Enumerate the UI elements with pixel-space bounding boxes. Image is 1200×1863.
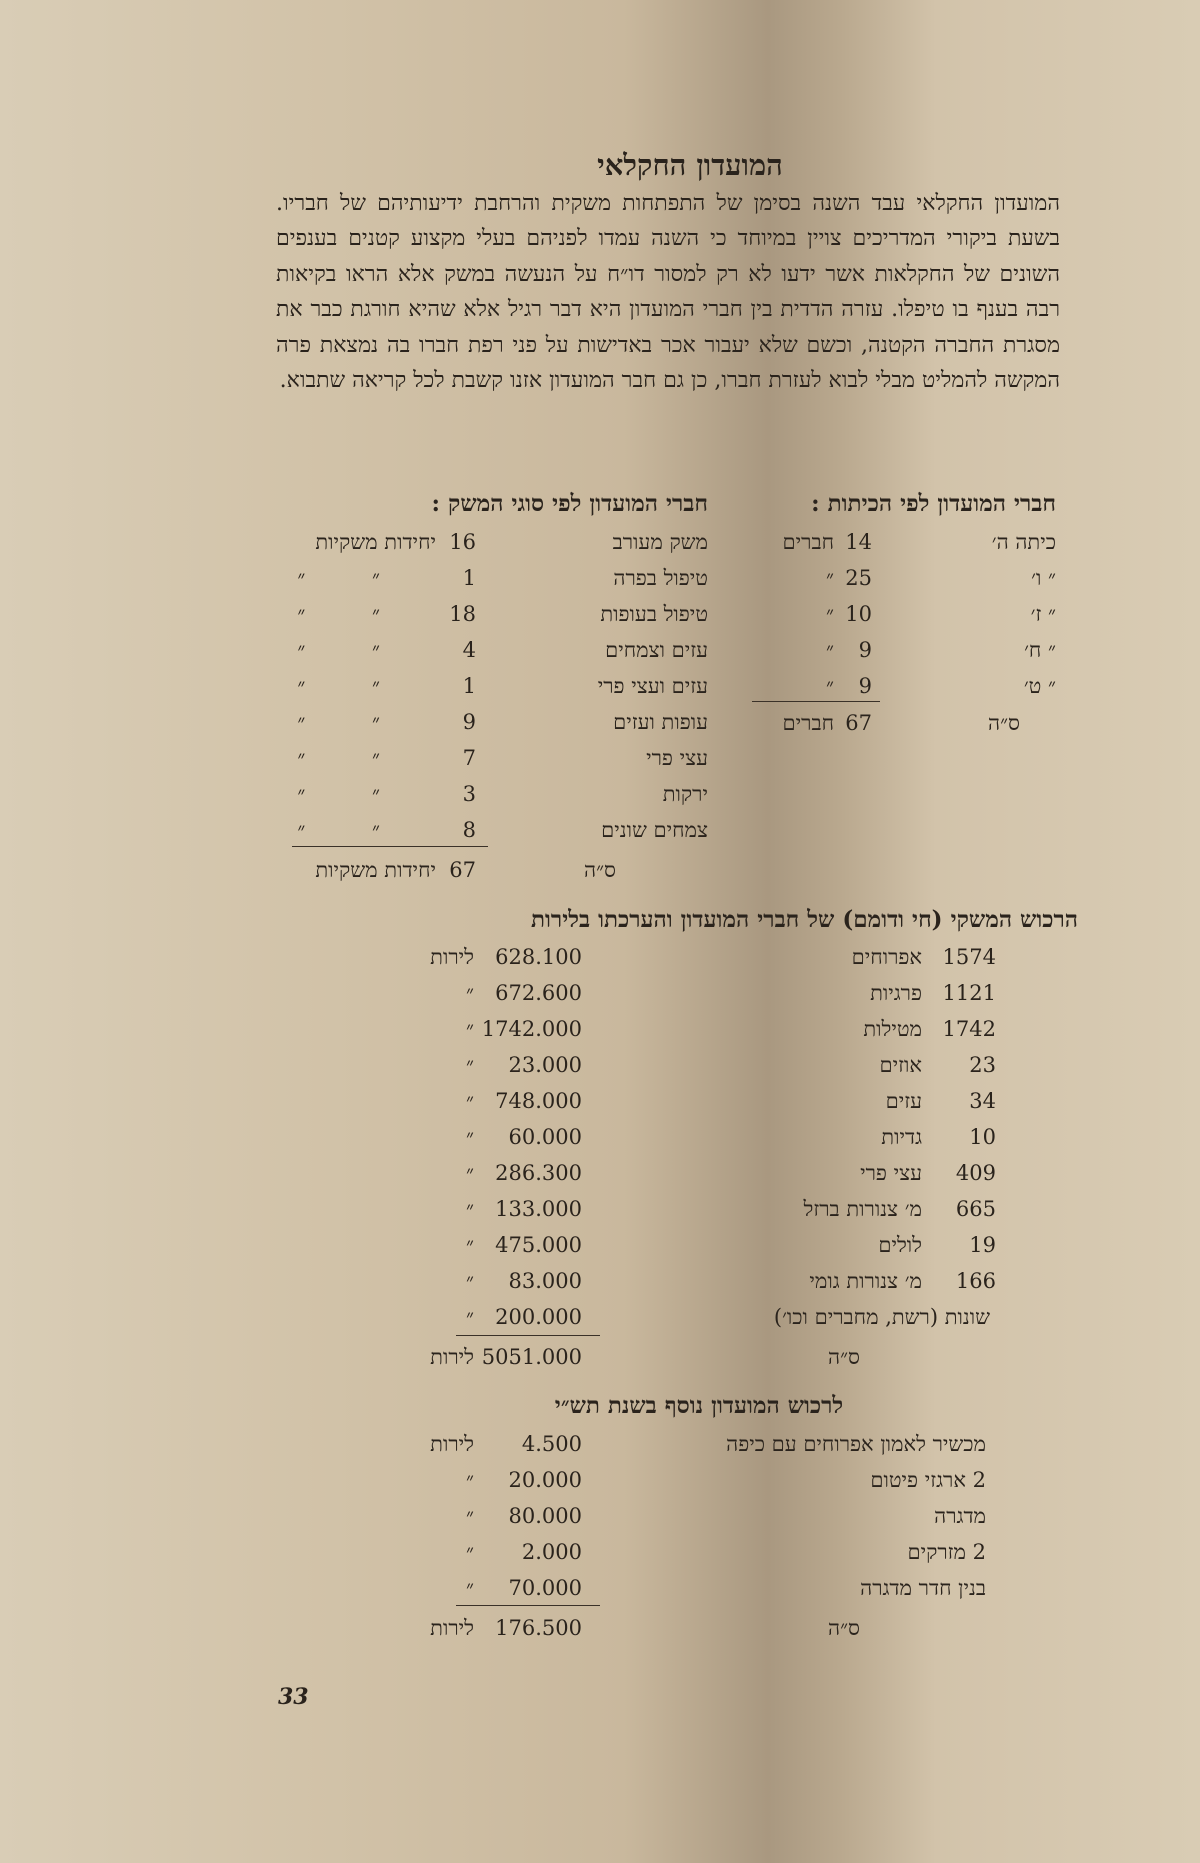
asset-value: 83.000: [508, 1269, 582, 1293]
classes-total-unit: חברים: [782, 711, 834, 735]
addition-item: בנין חדר מדגרה: [860, 1576, 986, 1600]
asset-unit: ״: [466, 1089, 474, 1113]
assets-total-unit: לירות: [430, 1345, 474, 1369]
additions-total-value: 176.500: [495, 1616, 582, 1640]
asset-unit: ״: [466, 1125, 474, 1149]
farm-count: 18: [449, 602, 476, 626]
asset-qty: 34: [969, 1089, 996, 1113]
additions-heading: לרכוש המועדון נוסף בשנת תש״י: [554, 1392, 844, 1419]
page-number: 33: [278, 1684, 309, 1710]
asset-value: 133.000: [495, 1197, 582, 1221]
farm-type: עופות ועזים: [613, 710, 708, 734]
farm-count: 4: [462, 638, 476, 662]
addition-value: 70.000: [508, 1576, 582, 1600]
asset-value: 286.300: [495, 1161, 582, 1185]
asset-qty: 409: [955, 1161, 996, 1185]
class-count: 25: [845, 566, 872, 590]
asset-value: 748.000: [495, 1089, 582, 1113]
asset-item: עזים: [885, 1089, 922, 1113]
classes-total-label: ס״ה: [987, 711, 1020, 735]
asset-unit: לירות: [430, 945, 474, 969]
class-grade: ״ ח׳: [1024, 638, 1056, 662]
asset-unit: ״: [466, 1197, 474, 1221]
farm-type: צמחים שונים: [601, 818, 708, 842]
farm-count: 7: [462, 746, 476, 770]
asset-value: 475.000: [495, 1233, 582, 1257]
farms-heading: חברי המועדון לפי סוגי המשק :: [431, 490, 708, 517]
class-grade: ״ ז׳: [1030, 602, 1056, 626]
asset-qty: 10: [969, 1125, 996, 1149]
addition-unit: ״: [466, 1468, 474, 1492]
farm-type: משק מעורב: [612, 530, 708, 554]
asset-qty: 166: [955, 1269, 996, 1293]
asset-unit: ״: [466, 1017, 474, 1041]
farm-unit: ״ ״: [297, 710, 410, 734]
asset-item: מ׳ צנורות גומי: [809, 1269, 922, 1293]
asset-unit: ״: [466, 1233, 474, 1257]
farms-sum-rule: [292, 846, 488, 847]
class-count: 10: [845, 602, 872, 626]
asset-value: 200.000: [495, 1305, 582, 1329]
asset-item: גדיות: [881, 1125, 922, 1149]
farm-type: עצי פרי: [646, 746, 708, 770]
classes-heading: חברי המועדון לפי הכיתות :: [811, 490, 1056, 517]
asset-item: אוזים: [879, 1053, 922, 1077]
classes-total-count: 67: [845, 711, 872, 735]
asset-item: שונות (רשת, מחברים וכו׳): [773, 1305, 990, 1329]
asset-unit: ״: [466, 1305, 474, 1329]
assets-heading: הרכוש המשקי (חי ודומם) של חברי המועדון והערכתו בלירות: [530, 906, 1078, 933]
class-grade: כיתה ה׳: [991, 530, 1056, 554]
addition-item: מכשיר לאמון אפרוחים עם כיפה: [726, 1432, 986, 1456]
farm-count: 9: [462, 710, 476, 734]
asset-item: מטילות: [863, 1017, 922, 1041]
page-title: המועדון החקלאי: [597, 148, 783, 182]
class-count: 9: [858, 638, 872, 662]
class-grade: ״ ו׳: [1031, 566, 1056, 590]
class-unit: ״: [826, 674, 834, 698]
additions-sum-rule: [456, 1605, 600, 1606]
asset-item: פרגיות: [870, 981, 922, 1005]
farm-unit: ״ ״: [297, 746, 410, 770]
addition-unit: ״: [466, 1540, 474, 1564]
additions-total-unit: לירות: [430, 1616, 474, 1640]
class-unit: חברים: [782, 530, 834, 554]
assets-total-value: 5051.000: [481, 1345, 582, 1369]
farm-unit: ״ ״: [297, 782, 410, 806]
asset-qty: 1742: [942, 1017, 996, 1041]
farm-type: ירקות: [662, 782, 708, 806]
farms-total-label: ס״ה: [583, 858, 616, 882]
farm-unit: ״ ״: [297, 674, 410, 698]
classes-sum-rule: [752, 701, 880, 702]
addition-value: 20.000: [508, 1468, 582, 1492]
farm-type: עזים וצמחים: [605, 638, 708, 662]
asset-value: 60.000: [508, 1125, 582, 1149]
farm-count: 8: [462, 818, 476, 842]
farm-count: 1: [462, 566, 476, 590]
asset-value: 1742.000: [481, 1017, 582, 1041]
farm-unit: יחידות משקיות: [315, 530, 436, 554]
asset-qty: 19: [969, 1233, 996, 1257]
class-count: 9: [858, 674, 872, 698]
class-unit: ״: [826, 638, 834, 662]
farm-count: 3: [462, 782, 476, 806]
asset-item: אפרוחים: [851, 945, 922, 969]
farm-type: עזים ועצי פרי: [597, 674, 708, 698]
asset-item: עצי פרי: [860, 1161, 922, 1185]
asset-value: 672.600: [495, 981, 582, 1005]
addition-value: 2.000: [521, 1540, 582, 1564]
addition-item: מדגרה: [934, 1504, 986, 1528]
farm-type: טיפול בפרה: [613, 566, 708, 590]
addition-value: 80.000: [508, 1504, 582, 1528]
asset-qty: 1574: [942, 945, 996, 969]
addition-unit: לירות: [430, 1432, 474, 1456]
asset-qty: 1121: [942, 981, 996, 1005]
asset-value: 628.100: [495, 945, 582, 969]
class-count: 14: [845, 530, 872, 554]
asset-qty: 665: [955, 1197, 996, 1221]
asset-unit: ״: [466, 981, 474, 1005]
addition-unit: ״: [466, 1504, 474, 1528]
farm-unit: ״ ״: [297, 602, 410, 626]
farm-type: טיפול בעופות: [600, 602, 708, 626]
farm-unit: ״ ״: [297, 818, 410, 842]
assets-total-label: ס״ה: [827, 1345, 860, 1369]
farm-count: 1: [462, 674, 476, 698]
class-unit: ״: [826, 566, 834, 590]
asset-qty: 23: [969, 1053, 996, 1077]
asset-unit: ״: [466, 1053, 474, 1077]
addition-unit: ״: [466, 1576, 474, 1600]
asset-unit: ״: [466, 1161, 474, 1185]
farm-unit: ״ ״: [297, 566, 410, 590]
addition-item: 2 ארגזי פיטום: [870, 1468, 986, 1492]
assets-sum-rule: [456, 1335, 600, 1336]
asset-item: לולים: [878, 1233, 922, 1257]
addition-item: 2 מזרקים: [907, 1540, 986, 1564]
asset-unit: ״: [466, 1269, 474, 1293]
intro-paragraph: המועדון החקלאי עבד השנה בסימן של התפתחות משקית והרחבת ידיעותיהם של חבריו. בשעת ביקורי המדריכים צויין במיוחד כי השנה עמדו לפניהם בעלי מקצוע קטנים בענפים השונים של החקלאות אשר ידעו לא רק למסור דו״ח על הנעשה במשק אלא הראו בקיאות רבה בענף בו טיפלו. עזרה הדדית בין חברי המועדון היא דבר רגיל אלא שהיא חורגת כבר את מסגרת החברה הקטנה, וכשם שלא יעבור אכר באדישות על פני רפת חברו בה נמצאת פרה המקשה להמליט מבלי לבוא לעזרת חברו, כן גם חבר המועדון אזנו קשבת לכל קריאה שתבוא.: [276, 191, 1060, 394]
asset-value: 23.000: [508, 1053, 582, 1077]
additions-total-label: ס״ה: [827, 1616, 860, 1640]
asset-item: מ׳ צנורות ברזל: [803, 1197, 922, 1221]
farm-unit: ״ ״: [297, 638, 410, 662]
farm-count: 16: [449, 530, 476, 554]
class-grade: ״ ט׳: [1023, 674, 1056, 698]
class-unit: ״: [826, 602, 834, 626]
farms-total-unit: יחידות משקיות: [315, 858, 436, 882]
addition-value: 4.500: [521, 1432, 582, 1456]
farms-total-count: 67: [449, 858, 476, 882]
